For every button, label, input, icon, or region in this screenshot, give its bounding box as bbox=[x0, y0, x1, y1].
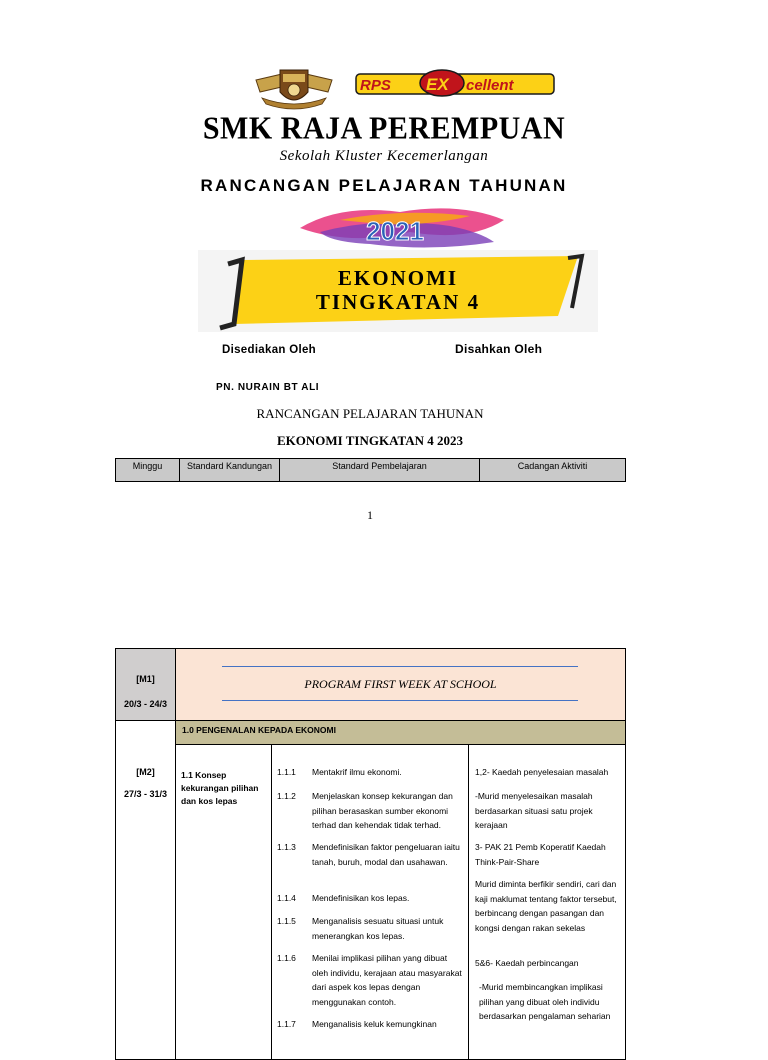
week-1-dates: 20/3 - 24/3 bbox=[123, 699, 168, 709]
section-title: 1.0 PENGENALAN KEPADA EKONOMI bbox=[175, 720, 626, 745]
column-header-table bbox=[115, 458, 626, 482]
content-standard-text: 1.1 Konsep kekurangan pilihan dan kos lepas bbox=[181, 770, 259, 806]
learning-standard-number: 1.1.5 bbox=[277, 916, 296, 926]
program-cell bbox=[175, 648, 626, 721]
document-title: RANCANGAN PELAJARAN TAHUNAN bbox=[256, 406, 484, 421]
rps-excellent-logo bbox=[354, 68, 556, 98]
school-name: SMK RAJA PEREMPUAN bbox=[202, 111, 566, 146]
activity-item: 5&6- Kaedah perbincangan bbox=[475, 958, 579, 968]
learning-standard-number: 1.1.7 bbox=[277, 1019, 296, 1029]
teacher-name: PN. NURAIN BT ALI bbox=[216, 382, 320, 393]
subject-banner bbox=[198, 250, 598, 332]
learning-standard-number: 1.1.6 bbox=[277, 953, 296, 963]
column-header-week: Minggu bbox=[116, 459, 180, 482]
plan-heading: RANCANGAN PELAJARAN TAHUNAN bbox=[200, 176, 568, 195]
learning-standard-text: Mendefinisikan faktor pengeluaran iaitu tanah, buruh, modal dan usahawan. bbox=[312, 842, 460, 867]
week-2-code: [M2] bbox=[136, 767, 155, 777]
week-2-cell bbox=[115, 720, 176, 1060]
learning-standard-text: Menganalisis sesuatu situasi untuk menerangkan kos lepas. bbox=[312, 916, 444, 941]
banner-line-1: EKONOMI bbox=[337, 266, 459, 290]
learning-standard-cell bbox=[271, 744, 469, 1060]
activity-item: 1,2- Kaedah penyelesaian masalah bbox=[475, 767, 609, 777]
year-text: 2021 bbox=[366, 216, 424, 246]
learning-standard-text: Mendefinisikan kos lepas. bbox=[312, 893, 410, 903]
school-crest-logo bbox=[252, 66, 336, 110]
prepared-by-label: Disediakan Oleh bbox=[222, 344, 316, 356]
program-title: PROGRAM FIRST WEEK AT SCHOOL bbox=[304, 677, 497, 691]
approved-by-label: Disahkan Oleh bbox=[455, 342, 543, 356]
activity-item: -Murid membincangkan implikasi pilihan yang dibuat oleh individu berdasarkan pengalaman seharian bbox=[479, 982, 611, 1021]
column-header-learning-standard: Standard Pembelajaran bbox=[280, 459, 480, 482]
rule-bottom bbox=[222, 700, 578, 701]
learning-standard-text: Menilai implikasi pilihan yang dibuat oleh individu, kerajaan atau masyarakat dari aspek kos lepas dengan menggunakan contoh. bbox=[312, 953, 462, 1007]
content-standard-cell bbox=[175, 744, 272, 1060]
learning-standard-number: 1.1.3 bbox=[277, 842, 296, 852]
column-header-content-standard: Standard Kandungan bbox=[180, 459, 280, 482]
learning-standard-number: 1.1.2 bbox=[277, 791, 296, 801]
svg-text:cellent: cellent bbox=[466, 77, 514, 94]
rule-top bbox=[222, 666, 578, 667]
page-number: 1 bbox=[367, 508, 373, 522]
lesson-plan-table bbox=[115, 648, 626, 1048]
learning-standard-text: Menganalisis keluk kemungkinan bbox=[312, 1019, 437, 1029]
school-tagline: Sekolah Kluster Kecemerlangan bbox=[279, 148, 489, 164]
banner-line-2: TINGKATAN 4 bbox=[315, 290, 481, 314]
learning-standard-number: 1.1.1 bbox=[277, 767, 296, 777]
activities-cell bbox=[468, 744, 626, 1060]
week-2-dates: 27/3 - 31/3 bbox=[123, 789, 168, 799]
activity-item: 3- PAK 21 Pemb Koperatif Kaedah Think-Pair-Share bbox=[475, 842, 606, 867]
learning-standard-text: Mentakrif ilmu ekonomi. bbox=[312, 767, 402, 777]
document-subtitle: EKONOMI TINGKATAN 4 2023 bbox=[277, 433, 463, 448]
column-header-activities: Cadangan Aktiviti bbox=[480, 459, 626, 482]
activity-item: -Murid menyelesaikan masalah berdasarkan situasi satu projek kerajaan bbox=[475, 791, 593, 830]
svg-text:RPS: RPS bbox=[360, 77, 391, 94]
week-1-code: [M1] bbox=[136, 674, 155, 684]
week-1-cell bbox=[115, 648, 176, 721]
activity-item: Murid diminta berfikir sendiri, cari dan kaji maklumat tentang faktor tersebut, berbincang dengan pasangan dan kongsi dengan rakan sekelas bbox=[475, 879, 617, 933]
learning-standard-text: Menjelaskan konsep kekurangan dan pilihan berasaskan sumber ekonomi terhad dan kehendak tidak terhad. bbox=[312, 791, 453, 830]
year-artwork bbox=[280, 202, 510, 254]
learning-standard-number: 1.1.4 bbox=[277, 893, 296, 903]
svg-text:EX: EX bbox=[426, 75, 449, 94]
